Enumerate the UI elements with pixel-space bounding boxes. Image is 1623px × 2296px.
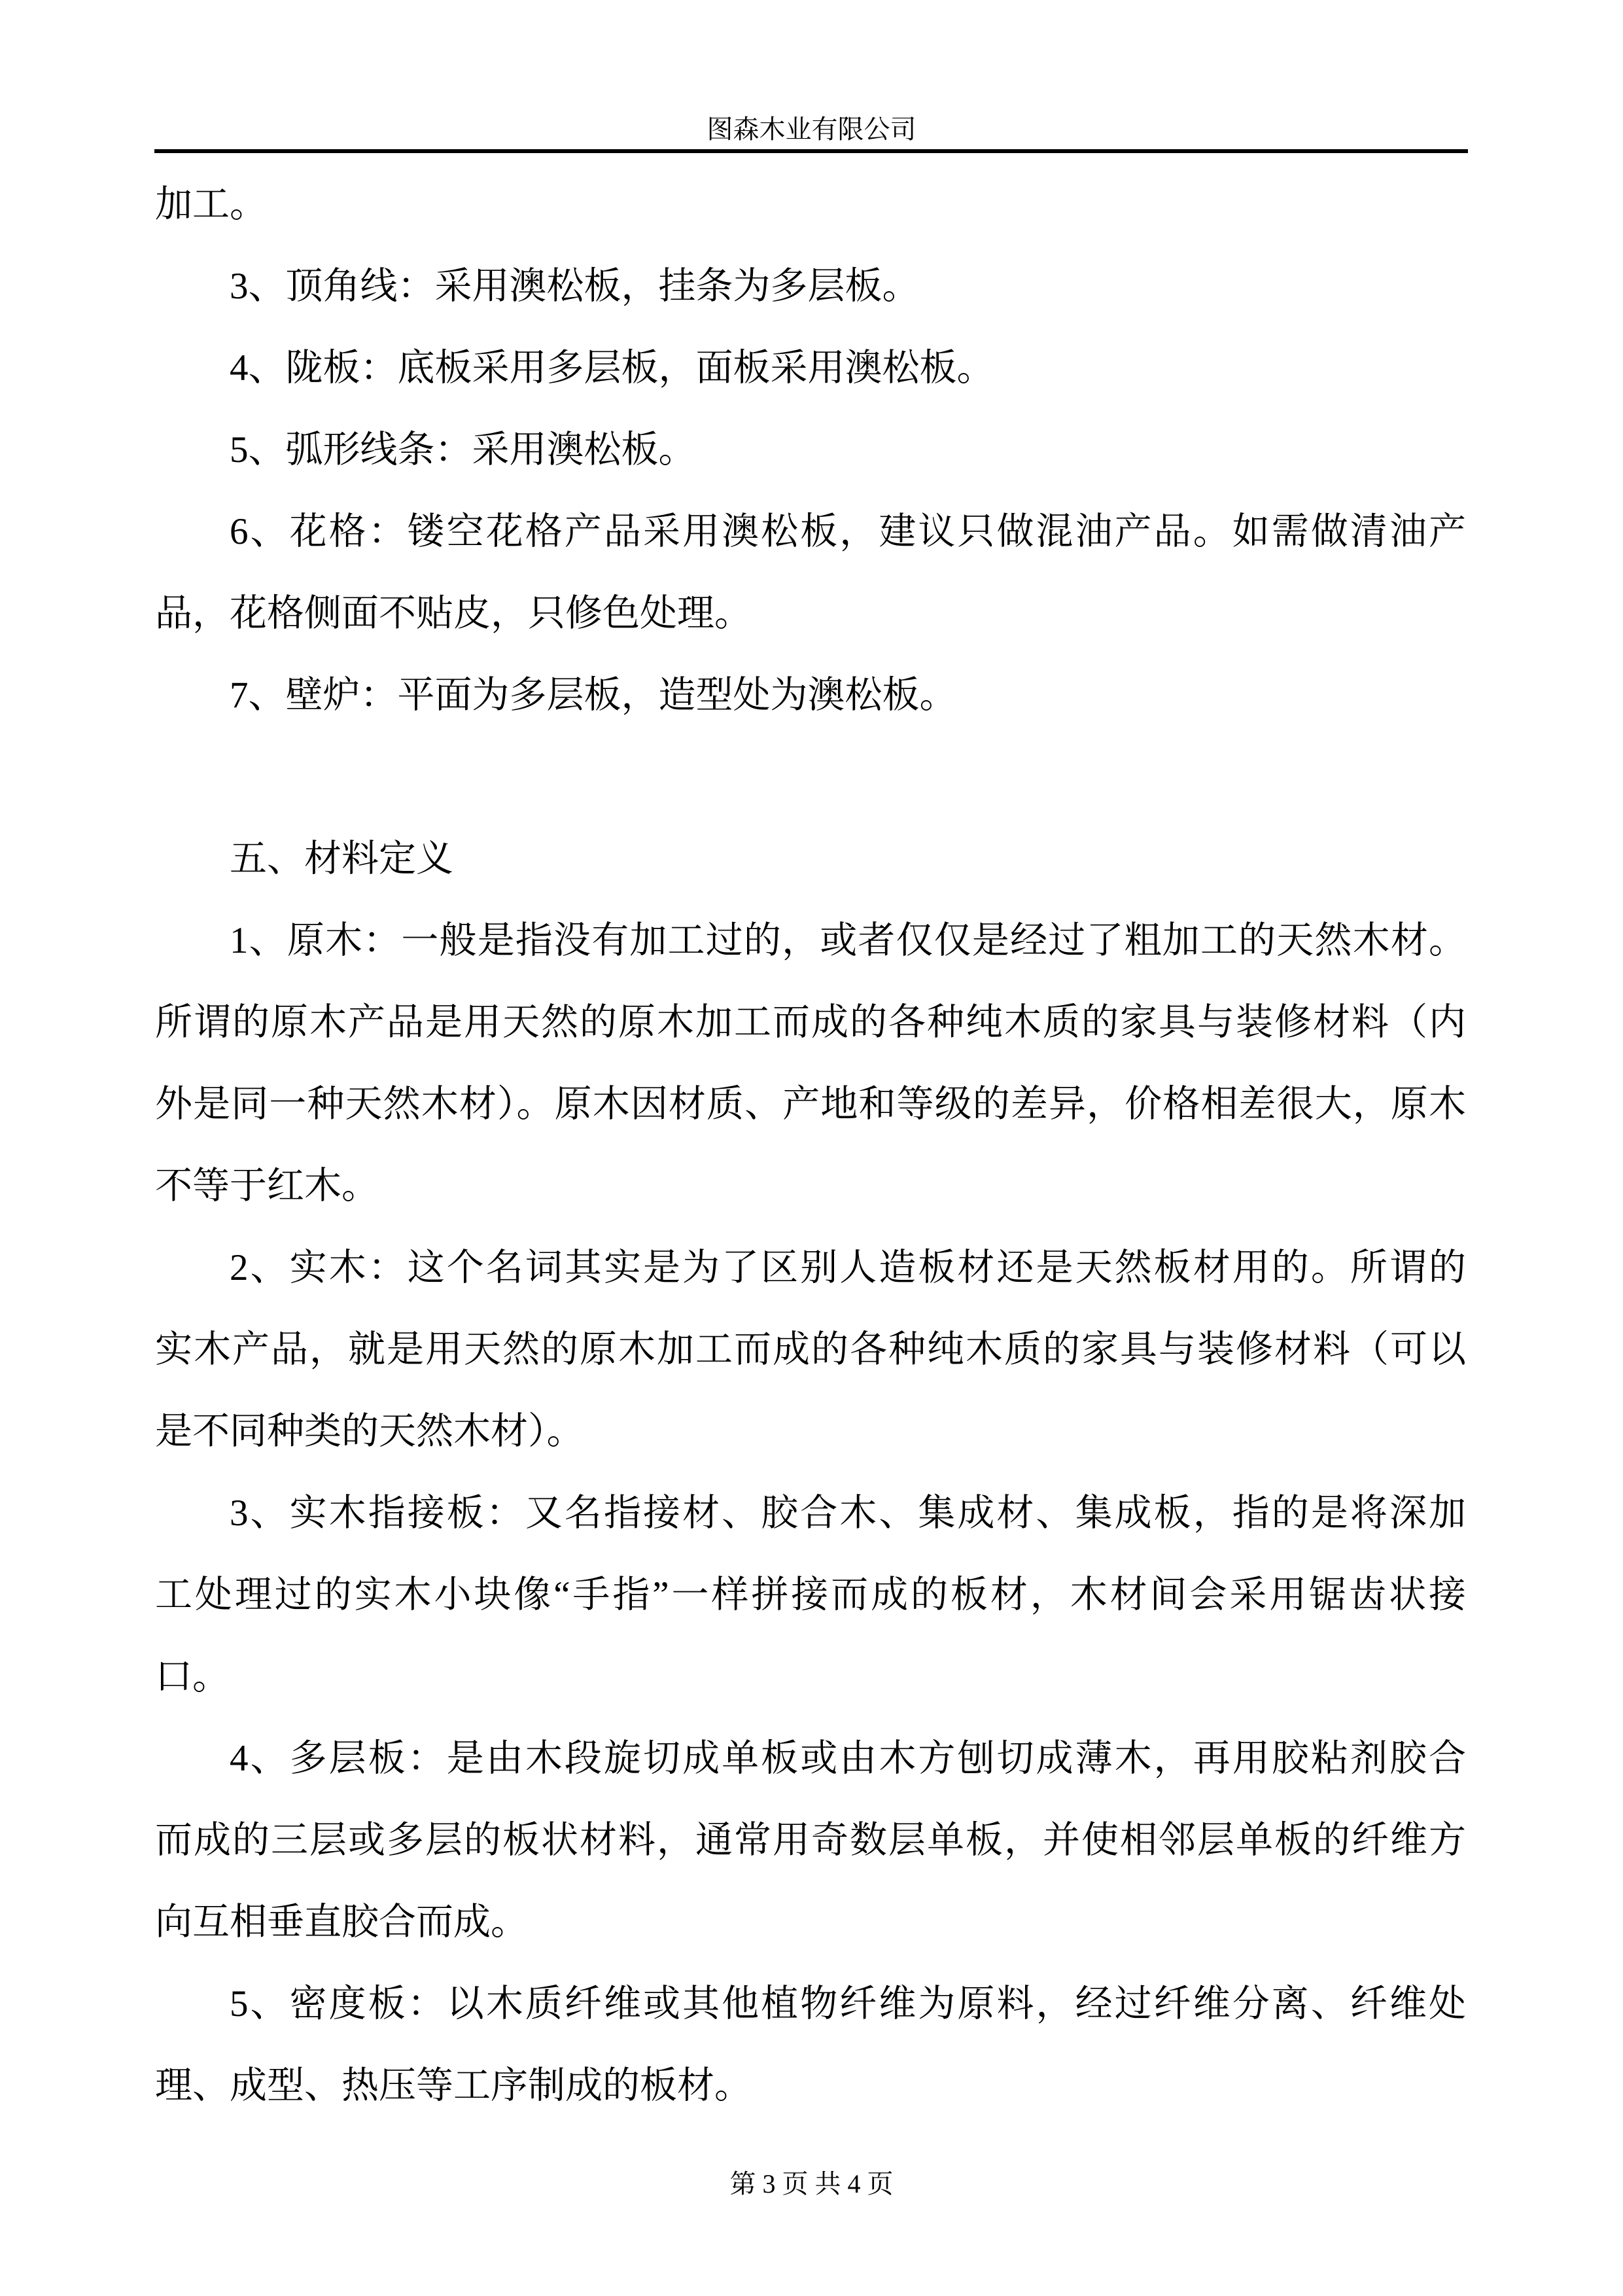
footer-page-number: 第 3 页 共 4 页 (729, 2169, 894, 2199)
text-line: 5、弧形线条：采用澳松板。 (230, 429, 696, 470)
text-line: 4、多层板：是由木段旋切成单板或由木方刨切成薄木，再用胶粘剂胶合 (230, 1738, 1466, 1779)
text-line: 口。 (155, 1656, 230, 1697)
document-body (155, 164, 1466, 2127)
text-line: 3、顶角线：采用澳松板，挂条为多层板。 (230, 266, 920, 307)
text-line: 是不同种类的天然木材）。 (155, 1411, 584, 1452)
text-line: 品，花格侧面不贴皮，只修色处理。 (155, 593, 752, 634)
blank-line (155, 736, 1466, 818)
text-line: 5、密度板：以木质纤维或其他植物纤维为原料，经过纤维分离、纤维处 (230, 1983, 1466, 2024)
text-line: 理、成型、热压等工序制成的板材。 (155, 2065, 752, 2106)
text-line: 加工。 (155, 184, 267, 225)
text-line: 实木产品，就是用天然的原木加工而成的各种纯木质的家具与装修材料（可以 (155, 1329, 1466, 1370)
text-line: 2、实木：这个名词其实是为了区别人造板材还是天然板材用的。所谓的 (230, 1247, 1466, 1288)
text-line: 工处理过的实木小块像“手指”一样拼接而成的板材，木材间会采用锯齿状接 (155, 1574, 1466, 1616)
text-line: 所谓的原木产品是用天然的原木加工而成的各种纯木质的家具与装修材料（内 (155, 1002, 1466, 1043)
header-rule (154, 149, 1468, 153)
text-line: 4、陇板：底板采用多层板，面板采用澳松板。 (230, 347, 994, 389)
text-line: 五、材料定义 (230, 838, 453, 879)
text-line: 而成的三层或多层的板状材料，通常用奇数层单板，并使相邻层单板的纤维方 (155, 1820, 1466, 1861)
text-line: 向互相垂直胶合而成。 (155, 1901, 528, 1943)
text-line: 3、实木指接板：又名指接材、胶合木、集成材、集成板，指的是将深加 (230, 1492, 1466, 1534)
text-line: 外是同一种天然木材）。原木因材质、产地和等级的差异，价格相差很大，原木 (155, 1084, 1466, 1125)
text-line: 6、花格：镂空花格产品采用澳松板，建议只做混油产品。如需做清油产 (230, 511, 1466, 552)
text-line: 7、壁炉：平面为多层板，造型处为澳松板。 (230, 675, 957, 716)
header-company-name: 图森木业有限公司 (707, 115, 916, 144)
text-line: 不等于红木。 (155, 1165, 379, 1207)
text-line: 1、原木：一般是指没有加工过的，或者仅仅是经过了粗加工的天然木材。 (230, 920, 1466, 961)
